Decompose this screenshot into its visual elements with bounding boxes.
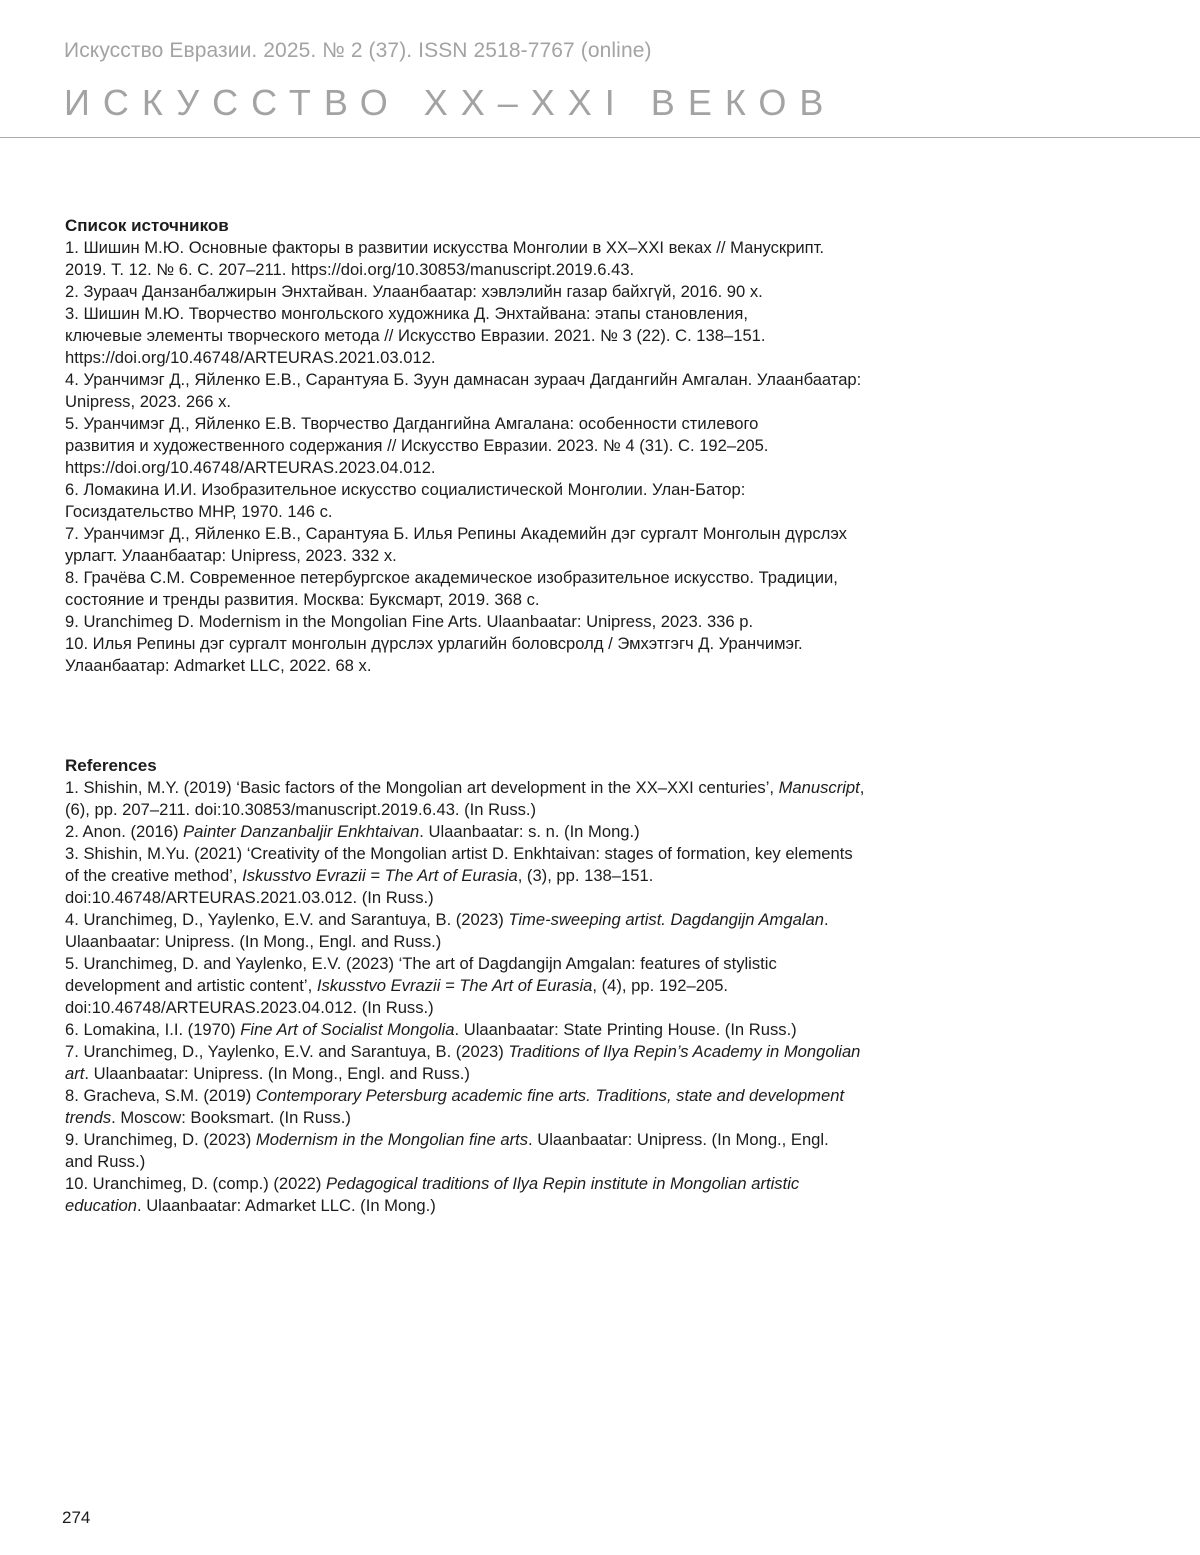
source-line: 8. Грачёва С.М. Современное петербургское академическое изобразительное искусство. Традиции,: [65, 568, 838, 587]
reference-item: [65, 1041, 965, 1085]
source-item: [65, 281, 965, 303]
source-line: 10. Илья Репины дэг сургалт монголын дүрслэх урлагийн боловсролд / Эмхэтгэгч Д. Уранчимэг.: [65, 634, 803, 653]
reference-line: [65, 887, 965, 909]
reference-line: [65, 777, 965, 799]
reference-line: [65, 821, 965, 843]
reference-line: [65, 953, 965, 975]
reference-text: 3. Shishin, M.Yu. (2021) ‘Creativity of the Mongolian artist D. Enkhtaivan: stages of formation, key elements: [65, 844, 853, 863]
sources-list-section: [65, 215, 965, 677]
reference-text: .: [823, 910, 829, 929]
section-title: ИСКУССТВО XX–XXI ВЕКОВ: [64, 82, 837, 123]
reference-text: Ulaanbaatar: Unipress. (In Mong., Engl. and Russ.): [65, 932, 442, 951]
reference-line: [65, 931, 965, 953]
reference-text: 1. Shishin, M.Y. (2019) ‘Basic factors of the Mongolian art development in the XX–XXI centuries’,: [65, 778, 779, 797]
reference-line: [65, 1019, 965, 1041]
reference-line: [65, 1173, 965, 1195]
reference-title-text: trends: [65, 1108, 112, 1127]
reference-text: and Russ.): [65, 1152, 146, 1171]
source-line: 3. Шишин М.Ю. Творчество монгольского художника Д. Энхтайвана: этапы становления,: [65, 304, 749, 323]
reference-item: [65, 1019, 965, 1041]
reference-line: [65, 1195, 965, 1217]
reference-item: [65, 1085, 965, 1129]
reference-text: . Ulaanbaatar: Unipress. (In Mong., Engl.: [528, 1130, 829, 1149]
reference-title-text: Contemporary Petersburg academic fine arts. Traditions, state and development: [255, 1086, 845, 1105]
source-line: Госиздательство МНР, 1970. 146 с.: [65, 502, 333, 521]
source-line: 6. Ломакина И.И. Изобразительное искусство социалистической Монголии. Улан-Батор:: [65, 480, 746, 499]
source-line: 1. Шишин М.Ю. Основные факторы в развитии искусства Монголии в XX–XXI веках // Манускрипт.: [65, 238, 825, 257]
header-divider: [0, 137, 1200, 138]
reference-text: . Ulaanbaatar: s. n. (In Mong.): [419, 822, 640, 841]
reference-text: of the creative method’,: [65, 866, 243, 885]
source-line: урлагт. Улаанбаатар: Unipress, 2023. 332 х.: [65, 546, 397, 565]
reference-text: doi:10.46748/ARTEURAS.2023.04.012. (In Russ.): [65, 998, 434, 1017]
references-heading: References: [65, 756, 157, 775]
reference-title-text: Iskusstvo Evrazii = The Art of Eurasia: [316, 976, 593, 995]
source-line: https://doi.org/10.46748/ARTEURAS.2023.04.012.: [65, 458, 436, 477]
sources-heading: Список источников: [65, 216, 229, 235]
reference-item: [65, 1129, 965, 1173]
reference-text: . Ulaanbaatar: Unipress. (In Mong., Engl. and Russ.): [84, 1064, 470, 1083]
reference-line: [65, 799, 965, 821]
reference-title-text: Pedagogical traditions of Ilya Repin institute in Mongolian artistic: [326, 1174, 800, 1193]
page-number: 274: [62, 1508, 91, 1527]
source-line: 7. Уранчимэг Д., Яйленко Е.В., Сарантуяа Б. Илья Репины Академийн дэг сургалт Монголын дүрслэх: [65, 524, 847, 543]
source-item: [65, 303, 965, 369]
reference-text: ,: [859, 778, 865, 797]
source-line: 9. Uranchimeg D. Modernism in the Mongolian Fine Arts. Ulaanbaatar: Unipress, 2023. 336 p.: [65, 612, 754, 631]
source-line: Unipress, 2023. 266 х.: [65, 392, 232, 411]
reference-text: . Ulaanbaatar: State Printing House. (In Russ.): [454, 1020, 797, 1039]
reference-title-text: Time-sweeping artist. Dagdangijn Amgalan: [508, 910, 824, 929]
reference-line: [65, 909, 965, 931]
reference-title-text: Manuscript: [778, 778, 860, 797]
reference-title-text: Modernism in the Mongolian fine arts: [255, 1130, 529, 1149]
source-item: [65, 611, 965, 633]
reference-title-text: Traditions of Ilya Repin’s Academy in Mongolian: [508, 1042, 861, 1061]
source-line: 4. Уранчимэг Д., Яйленко Е.В., Сарантуяа Б. Зуун дамнасан зураач Дагдангийн Амгалан. Улаанбаатар:: [65, 370, 862, 389]
reference-title-text: education: [65, 1196, 137, 1215]
reference-title-text: Painter Danzanbaljir Enkhtaivan: [183, 822, 420, 841]
reference-line: [65, 1063, 965, 1085]
source-item: [65, 633, 965, 677]
reference-text: 6. Lomakina, I.I. (1970): [65, 1020, 241, 1039]
reference-text: (6), pp. 207–211. doi:10.30853/manuscript.2019.6.43. (In Russ.): [65, 800, 537, 819]
reference-line: [65, 1151, 965, 1173]
reference-text: development and artistic content’,: [65, 976, 317, 995]
reference-line: [65, 865, 965, 887]
reference-text: . Ulaanbaatar: Admarket LLC. (In Mong.): [136, 1196, 436, 1215]
reference-line: [65, 1085, 965, 1107]
reference-title-text: Iskusstvo Evrazii = The Art of Eurasia: [242, 866, 518, 885]
references-section: [65, 755, 965, 1217]
reference-line: [65, 975, 965, 997]
reference-text: doi:10.46748/ARTEURAS.2021.03.012. (In Russ.): [65, 888, 434, 907]
source-line: состояние и тренды развития. Москва: Буксмарт, 2019. 368 с.: [65, 590, 540, 609]
reference-title-text: Fine Art of Socialist Mongolia: [240, 1020, 455, 1039]
reference-item: [65, 1173, 965, 1217]
reference-text: 4. Uranchimeg, D., Yaylenko, E.V. and Sarantuya, B. (2023): [65, 910, 509, 929]
reference-line: [65, 997, 965, 1019]
journal-citation-line: Искусство Евразии. 2025. № 2 (37). ISSN 2518-7767 (online): [64, 39, 652, 62]
reference-text: , (4), pp. 192–205.: [592, 976, 729, 995]
reference-title-text: art: [65, 1064, 85, 1083]
source-line: 5. Уранчимэг Д., Яйленко Е.В. Творчество Дагдангийна Амгалана: особенности стилевого: [65, 414, 759, 433]
reference-item: [65, 843, 965, 909]
source-line: Улаанбаатар: Admarket LLC, 2022. 68 х.: [65, 656, 372, 675]
reference-text: 10. Uranchimeg, D. (comp.) (2022): [65, 1174, 326, 1193]
source-item: [65, 237, 965, 281]
reference-line: [65, 1107, 965, 1129]
source-line: развития и художественного содержания // Искусство Евразии. 2023. № 4 (31). С. 192–205.: [65, 436, 769, 455]
source-item: [65, 413, 965, 479]
reference-text: . Moscow: Booksmart. (In Russ.): [111, 1108, 351, 1127]
reference-item: [65, 953, 965, 1019]
source-item: [65, 567, 965, 611]
source-item: [65, 369, 965, 413]
reference-line: [65, 1129, 965, 1151]
sources-list: [65, 237, 965, 677]
source-line: https://doi.org/10.46748/ARTEURAS.2021.03.012.: [65, 348, 436, 367]
reference-text: 8. Gracheva, S.M. (2019): [65, 1086, 256, 1105]
source-line: 2019. Т. 12. № 6. С. 207–211. https://doi.org/10.30853/manuscript.2019.6.43.: [65, 260, 635, 279]
source-line: 2. Зураач Данзанбалжирын Энхтайван. Улаанбаатар: хэвлэлийн газар байхгүй, 2016. 90 х.: [65, 282, 763, 301]
reference-line: [65, 1041, 965, 1063]
reference-item: [65, 821, 965, 843]
source-item: [65, 523, 965, 567]
reference-text: 2. Anon. (2016): [65, 822, 184, 841]
reference-text: , (3), pp. 138–151.: [517, 866, 654, 885]
reference-line: [65, 843, 965, 865]
source-line: ключевые элементы творческого метода // Искусство Евразии. 2021. № 3 (22). С. 138–151.: [65, 326, 766, 345]
source-item: [65, 479, 965, 523]
reference-item: [65, 777, 965, 821]
reference-text: 7. Uranchimeg, D., Yaylenko, E.V. and Sarantuya, B. (2023): [65, 1042, 509, 1061]
references-list: [65, 777, 965, 1217]
reference-text: 5. Uranchimeg, D. and Yaylenko, E.V. (2023) ‘The art of Dagdangijn Amgalan: features of stylistic: [65, 954, 777, 973]
reference-text: 9. Uranchimeg, D. (2023): [65, 1130, 256, 1149]
reference-item: [65, 909, 965, 953]
